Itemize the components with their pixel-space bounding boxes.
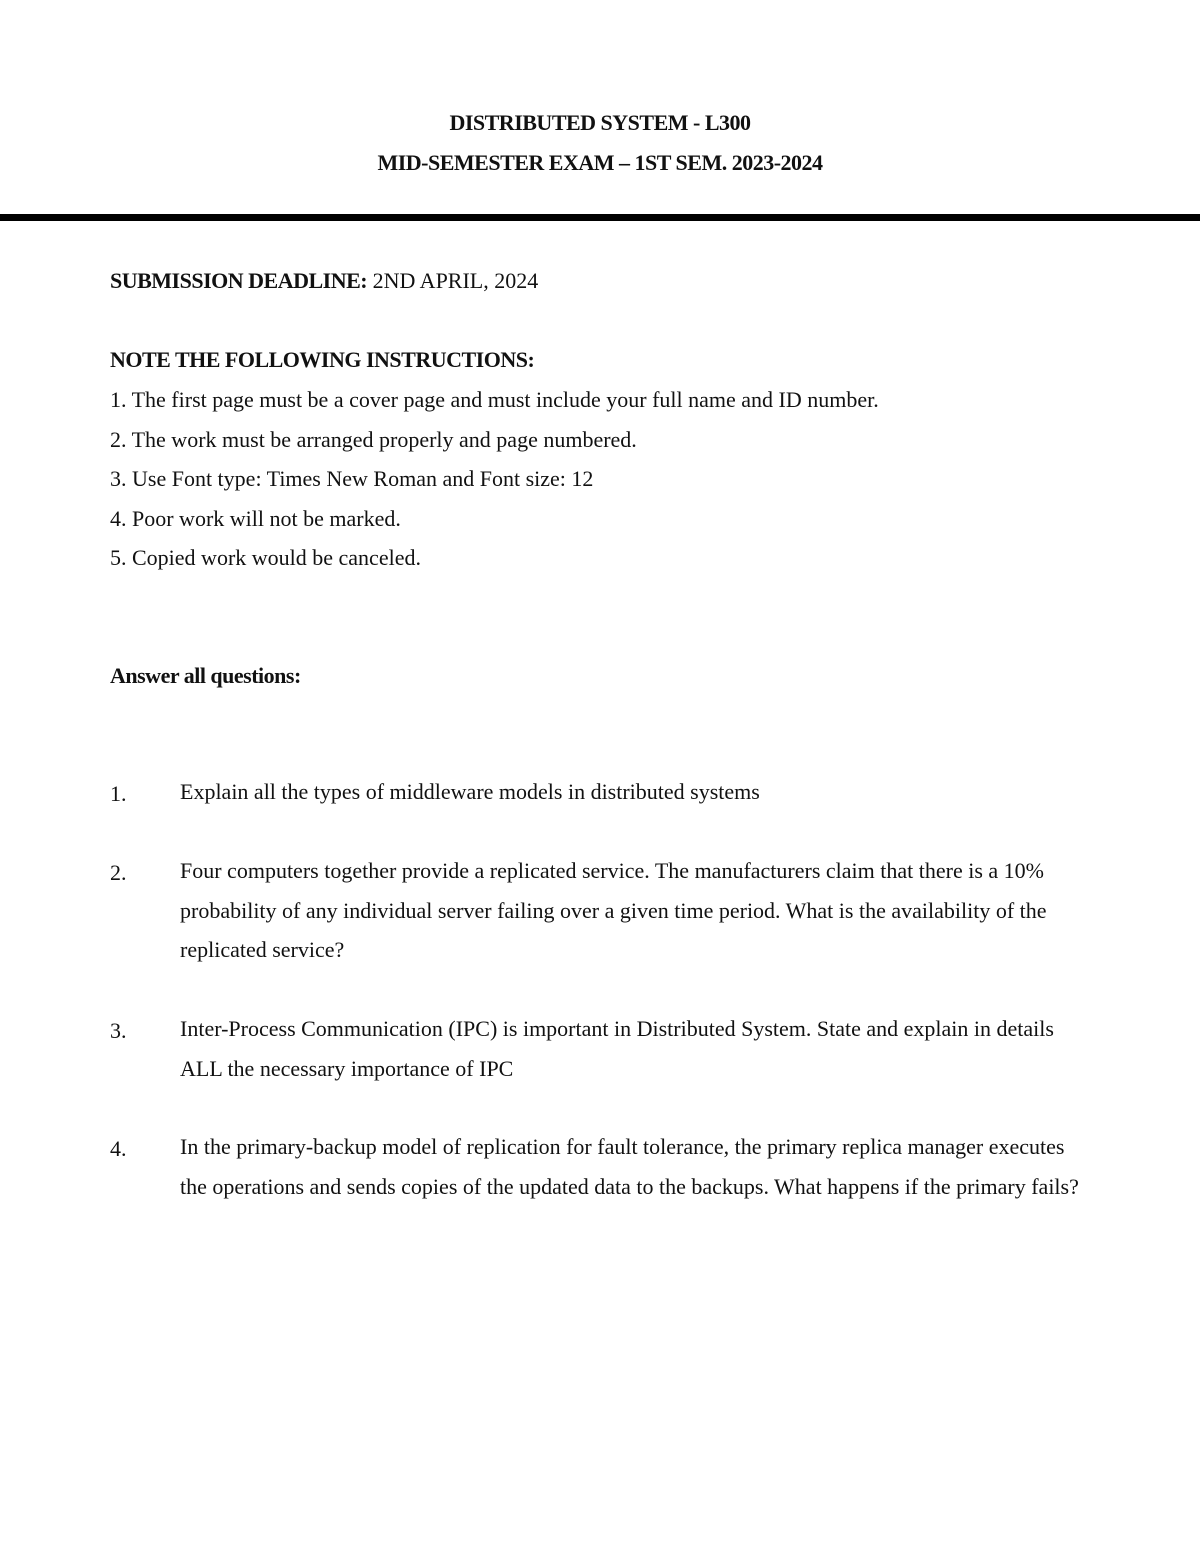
question-text: Inter-Process Communication (IPC) is important in Distributed System. State and explain in details ALL the necessary importance of IPC xyxy=(180,1016,1054,1081)
deadline-label: SUBMISSION DEADLINE: xyxy=(110,268,368,293)
question-number: 2. xyxy=(110,860,127,885)
question-text: Explain all the types of middleware models in distributed systems xyxy=(180,779,760,804)
instructions-heading: NOTE THE FOLLOWING INSTRUCTIONS: xyxy=(110,347,535,372)
question-number: 3. xyxy=(110,1018,127,1043)
instruction-item: 3. Use Font type: Times New Roman and Font size: 12 xyxy=(110,466,594,491)
instruction-item: 2. The work must be arranged properly and page numbered. xyxy=(110,427,637,452)
instruction-item: 4. Poor work will not be marked. xyxy=(110,506,401,531)
instruction-item: 1. The first page must be a cover page and must include your full name and ID number. xyxy=(110,387,879,412)
question-text: Four computers together provide a replicated service. The manufacturers claim that there is a 10% probability of any individual server failing over a given time period. What is the availability of the replicated service? xyxy=(180,858,1047,962)
question-text: In the primary-backup model of replication for fault tolerance, the primary replica manager executes the operations and sends copies of the updated data to the backups. What happens if the primary fails? xyxy=(180,1134,1079,1199)
course-title: DISTRIBUTED SYSTEM - L300 xyxy=(449,110,751,135)
answer-heading: Answer all questions: xyxy=(110,663,301,688)
deadline-value: 2ND APRIL, 2024 xyxy=(367,268,539,293)
submission-deadline xyxy=(110,268,538,294)
instruction-item: 5. Copied work would be canceled. xyxy=(110,545,421,570)
exam-title: MID-SEMESTER EXAM – 1ST SEM. 2023-2024 xyxy=(377,150,823,175)
question-number: 4. xyxy=(110,1136,127,1161)
header-divider xyxy=(0,214,1200,221)
question-number: 1. xyxy=(110,781,127,806)
